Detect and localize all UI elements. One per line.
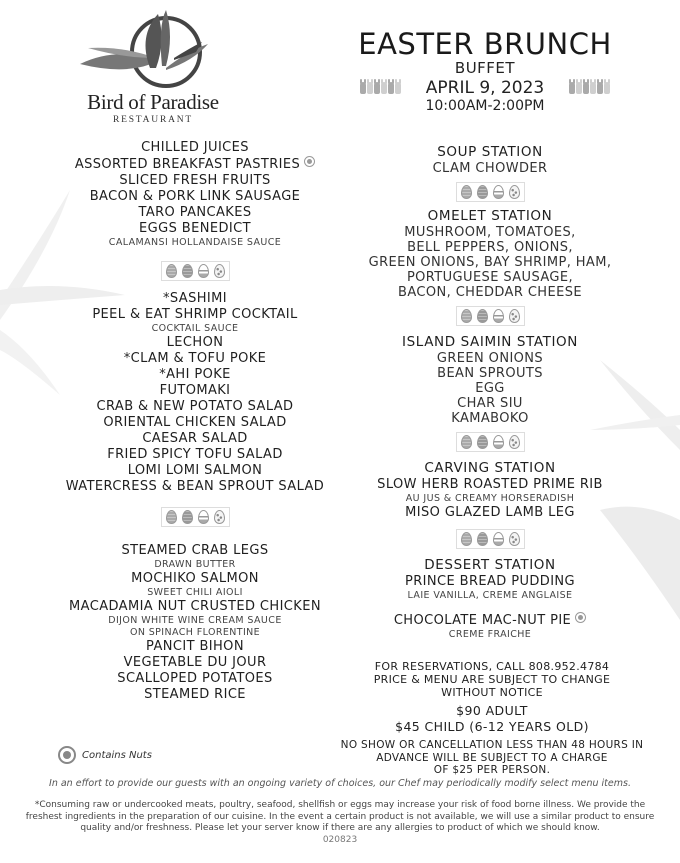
menu-item: SLOW HERB ROASTED PRIME RIB <box>377 477 603 492</box>
menu-item: CRAB & NEW POTATO SALAD <box>96 399 294 414</box>
menu-item: ORIENTAL CHICKEN SALAD <box>103 415 287 430</box>
menu-item: WATERCRESS & BEAN SPROUT SALAD <box>65 479 325 494</box>
menu-item-description: CALAMANSI HOLLANDAISE SAUCE <box>108 237 282 248</box>
egg-icon <box>477 309 488 323</box>
menu-item: MACADAMIA NUT CRUSTED CHICKEN <box>69 599 321 614</box>
carving-station-title: CARVING STATION <box>424 460 556 476</box>
egg-icon <box>509 435 520 449</box>
contains-nuts-icon <box>304 156 315 167</box>
egg-icon <box>509 185 520 199</box>
egg-icon <box>214 264 225 278</box>
egg-icon <box>166 264 177 278</box>
egg-icon <box>477 435 488 449</box>
menu-item: PEEL & EAT SHRIMP COCKTAIL <box>92 307 298 322</box>
restaurant-subtitle: RESTAURANT <box>112 115 194 125</box>
egg-icon <box>198 264 209 278</box>
menu-item: EGGS BENEDICT <box>139 221 251 236</box>
breakfast-group <box>40 140 350 249</box>
reservation-phone: FOR RESERVATIONS, CALL 808.952.4784 <box>374 660 610 673</box>
egg-icon <box>461 185 472 199</box>
menu-item: SLICED FRESH FRUITS <box>119 173 271 188</box>
egg-divider <box>40 507 350 527</box>
menu-item: LOMI LOMI SALMON <box>127 463 263 478</box>
menu-item: PORTUGUESE SAUSAGE, <box>406 270 574 285</box>
menu-item: BEAN SPROUTS <box>437 366 543 381</box>
menu-item-description: ON SPINACH FLORENTINE <box>129 627 261 638</box>
event-date: APRIL 9, 2023 <box>425 78 545 98</box>
noshow-policy-3: OF $25 PER PERSON. <box>433 764 551 776</box>
egg-icon <box>493 185 504 199</box>
food-safety-disclaimer: *Consuming raw or undercooked meats, poultry, seafood, shellfish or eggs may increase your risk of food borne illness. We provide the freshest ingredients in the preparation of our cuisine. In the event a certain product is not available, we will use a similar product to ensure quality and/or freshness. Please let your server know if there are any allergies to product of which we should know. 020823 <box>20 800 660 846</box>
child-price: $45 CHILD (6-12 YEARS OLD) <box>395 719 589 734</box>
menu-item: LECHON <box>166 335 224 350</box>
soup-station-title: SOUP STATION <box>437 144 543 160</box>
menu-item: EGG <box>475 381 505 396</box>
bunny-icons-right <box>569 82 610 94</box>
omelet-station-title: OMELET STATION <box>427 208 553 224</box>
egg-divider <box>352 182 628 202</box>
egg-icon <box>493 532 504 546</box>
nuts-legend <box>58 746 152 764</box>
egg-divider <box>352 432 628 452</box>
menu-item: MUSHROOM, TOMATOES, <box>404 225 576 240</box>
menu-change-note: In an effort to provide our guests with an ongoing variety of choices, our Chef may periodically modify select menu items. <box>49 778 631 789</box>
restaurant-name: Bird of Paradise <box>87 90 219 114</box>
egg-icon <box>461 309 472 323</box>
adult-price: $90 ADULT <box>456 703 528 718</box>
saimin-station-title: ISLAND SAIMIN STATION <box>402 334 578 350</box>
egg-icon <box>509 532 520 546</box>
bunny-icons-left <box>360 82 401 94</box>
menu-item: MOCHIKO SALMON <box>131 571 259 586</box>
menu-code: 020823 <box>322 834 358 845</box>
menu-item: PRINCE BREAD PUDDING <box>404 574 576 589</box>
noshow-policy-2: ADVANCE WILL BE SUBJECT TO A CHARGE <box>376 751 608 764</box>
contains-nuts-icon <box>58 746 76 764</box>
menu-item: KAMABOKO <box>451 411 529 426</box>
menu-item-description: SWEET CHILI AIOLI <box>147 587 243 598</box>
egg-icon <box>493 309 504 323</box>
menu-item: *CLAM & TOFU POKE <box>123 351 267 366</box>
egg-icon <box>477 185 488 199</box>
contains-nuts-label: Contains Nuts <box>82 749 152 761</box>
dessert-station-title: DESSERT STATION <box>424 557 556 573</box>
menu-item: CHILLED JUICES <box>141 140 249 155</box>
reservation-notes <box>330 660 654 777</box>
contains-nuts-icon <box>575 612 586 623</box>
menu-item-description: LAIE VANILLA, CREME ANGLAISE <box>407 590 573 601</box>
bird-of-paradise-logo-icon <box>78 6 228 92</box>
price-change-note: PRICE & MENU ARE SUBJECT TO CHANGE <box>373 673 611 686</box>
menu-item: CHAR SIU <box>457 396 523 411</box>
event-header <box>340 28 630 114</box>
egg-divider <box>352 529 628 549</box>
menu-item: FUTOMAKI <box>159 383 231 398</box>
egg-icon <box>198 510 209 524</box>
menu-item: BELL PEPPERS, ONIONS, <box>407 240 573 255</box>
menu-item: TARO PANCAKES <box>138 205 252 220</box>
menu-item: MISO GLAZED LAMB LEG <box>405 505 575 520</box>
menu-item-description: DRAWN BUTTER <box>154 559 236 570</box>
egg-icon <box>182 264 193 278</box>
menu-item: *SASHIMI <box>163 291 227 306</box>
noshow-policy: NO SHOW OR CANCELLATION LESS THAN 48 HOURS IN <box>340 739 644 751</box>
menu-item-description: AU JUS & CREAMY HORSERADISH <box>405 493 575 504</box>
menu-item: STEAMED CRAB LEGS <box>121 543 269 558</box>
egg-icon <box>214 510 225 524</box>
event-hours: 10:00AM-2:00PM <box>425 98 545 114</box>
menu-item-description: CREME FRAICHE <box>448 629 532 640</box>
egg-icon <box>461 435 472 449</box>
menu-item: CHOCOLATE MAC-NUT PIE <box>352 612 628 629</box>
egg-icon <box>166 510 177 524</box>
menu-item: GREEN ONIONS, BAY SHRIMP, HAM, <box>368 255 612 270</box>
right-menu-column <box>352 144 628 641</box>
restaurant-logo <box>78 6 228 125</box>
menu-item: SCALLOPED POTATOES <box>117 671 273 686</box>
price-change-note-2: WITHOUT NOTICE <box>441 686 543 699</box>
menu-item: CLAM CHOWDER <box>432 161 548 176</box>
menu-item-description: DIJON WHITE WINE CREAM SAUCE <box>108 615 282 626</box>
egg-divider <box>352 306 628 326</box>
menu-item: BACON & PORK LINK SAUSAGE <box>89 189 301 204</box>
cold-group <box>40 291 350 495</box>
menu-item: PANCIT BIHON <box>146 639 244 654</box>
event-subtitle: BUFFET <box>454 59 516 77</box>
menu-item: *AHI POKE <box>159 367 231 382</box>
hot-group <box>40 543 350 703</box>
egg-icon <box>493 435 504 449</box>
event-title: EASTER BRUNCH <box>358 27 612 61</box>
egg-icon <box>477 532 488 546</box>
menu-item: CAESAR SALAD <box>142 431 248 446</box>
egg-icon <box>182 510 193 524</box>
egg-icon <box>509 309 520 323</box>
egg-divider <box>40 261 350 281</box>
menu-item: STEAMED RICE <box>144 687 246 702</box>
menu-item: VEGETABLE DU JOUR <box>123 655 267 670</box>
left-menu-column <box>40 140 350 703</box>
menu-item: FRIED SPICY TOFU SALAD <box>107 447 283 462</box>
menu-item-description: COCKTAIL SAUCE <box>151 323 239 334</box>
menu-item: GREEN ONIONS <box>436 351 544 366</box>
menu-item: BACON, CHEDDAR CHEESE <box>398 285 582 300</box>
egg-icon <box>461 532 472 546</box>
menu-item: ASSORTED BREAKFAST PASTRIES <box>40 156 350 173</box>
